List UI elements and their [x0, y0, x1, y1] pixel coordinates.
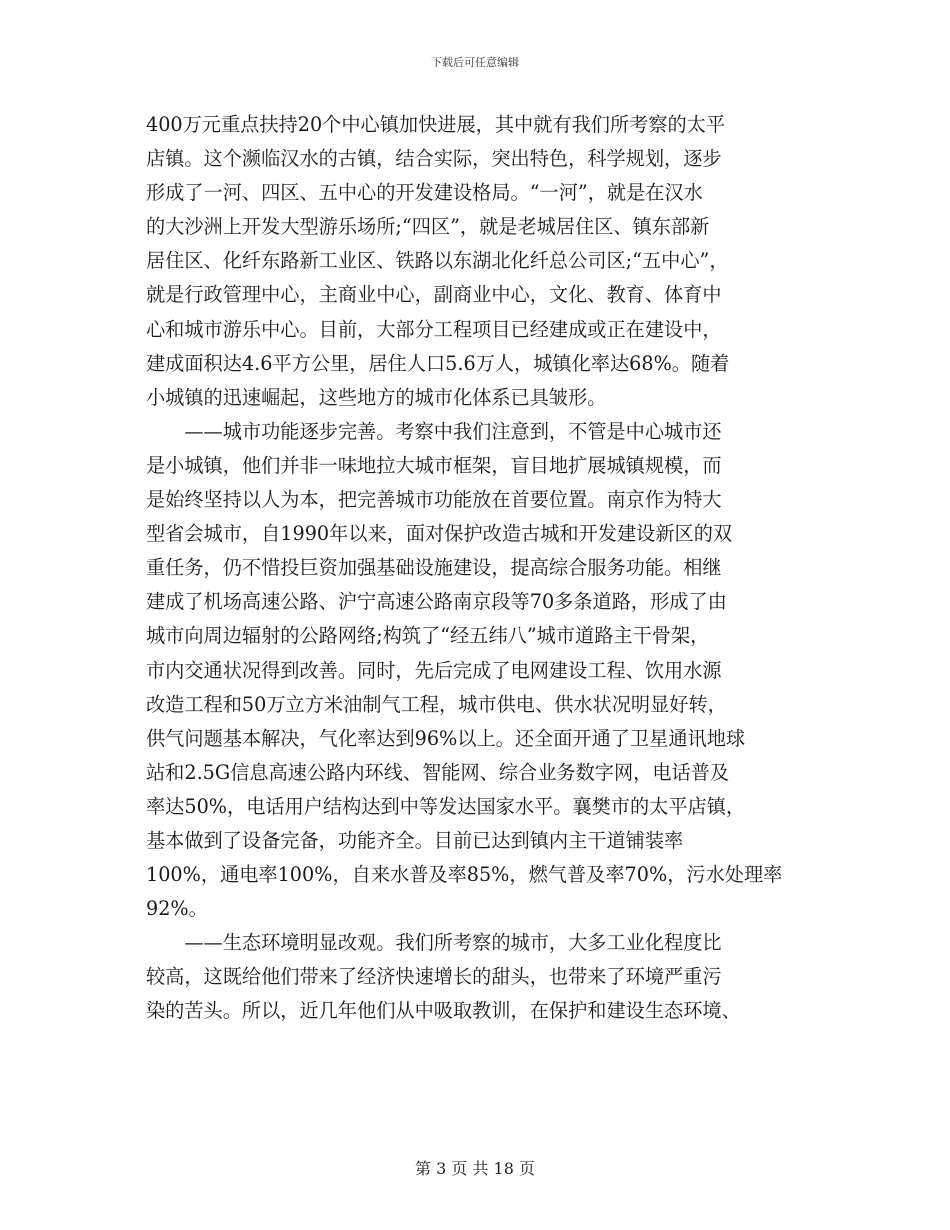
- text-line: 就是行政管理中心，主商业中心，副商业中心，文化、教育、体育中: [146, 283, 722, 307]
- text-line: 是小城镇，他们并非一味地拉大城市框架，盲目地扩展城镇规模，而: [146, 453, 722, 477]
- text-line: 心和城市游乐中心。目前，大部分工程项目已经建成或正在建设中，: [146, 317, 722, 341]
- text-line: 店镇。这个濒临汉水的古镇，结合实际，突出特色，科学规划，逐步: [146, 147, 722, 171]
- text-line: ——生态环境明显改观。我们所考察的城市，大多工业化程度比: [146, 931, 722, 955]
- text-line: 小城镇的迅速崛起，这些地方的城市化体系已具皱形。: [146, 385, 607, 409]
- text-line: 100%，通电率100%，自来水普及率85%，燃气普及率70%，污水处理率: [146, 863, 783, 887]
- text-line: 市内交通状况得到改善。同时，先后完成了电网建设工程、饮用水源: [146, 658, 722, 682]
- text-line: 较高，这既给他们带来了经济快速增长的甜头，也带来了环境严重污: [146, 965, 722, 989]
- text-line: 型省会城市，自1990年以来，面对保护改造古城和开发建设新区的双: [146, 522, 733, 546]
- page-number: 第 3 页 共 18 页: [415, 1159, 535, 1178]
- text-line: 400万元重点扶持20个中心镇加快进展，其中就有我们所考察的太平: [146, 113, 726, 136]
- text-line: ——城市功能逐步完善。考察中我们注意到，不管是中心城市还: [146, 419, 722, 443]
- text-line: 城市向周边辐射的公路网络;构筑了“经五纬八”城市道路主干骨架，: [146, 624, 710, 648]
- text-line: 改造工程和50万立方米油制气工程，城市供电、供水状况明显好转，: [146, 692, 727, 716]
- text-line: 供气问题基本解决，气化率达到96%以上。还全面开通了卫星通讯地球: [146, 726, 746, 750]
- text-line: 重任务，仍不惜投巨资加强基础设施建设，提高综合服务功能。相继: [146, 556, 722, 580]
- body-text: [146, 108, 826, 1029]
- text-line: 建成了机场高速公路、沪宁高速公路南京段等70多条道路，形成了由: [146, 590, 727, 614]
- text-line: 92%。: [146, 897, 208, 921]
- text-line: 形成了一河、四区、五中心的开发建设格局。“一河”，就是在汉水: [146, 181, 703, 205]
- page-header: 下载后可任意编辑: [431, 56, 519, 69]
- text-line: 是始终坚持以人为本，把完善城市功能放在首要位置。南京作为特大: [146, 488, 722, 512]
- text-line: 的大沙洲上开发大型游乐场所;“四区”，就是老城居住区、镇东部新: [146, 215, 710, 239]
- text-line: 基本做到了设备完备，功能齐全。目前已达到镇内主干道铺装率: [146, 828, 684, 852]
- text-line: 站和2.5G信息高速公路内环线、智能网、综合业务数字网，电话普及: [146, 760, 730, 784]
- text-line: 率达50%，电话用户结构达到中等发达国家水平。襄樊市的太平店镇，: [146, 794, 746, 818]
- text-line: 居住区、化纤东路新工业区、铁路以东湖北化纤总公司区;“五中心”，: [146, 249, 729, 273]
- text-line: 染的苦头。所以，近几年他们从中吸取教训，在保护和建设生态环境、: [146, 999, 741, 1023]
- text-line: 建成面积达4.6平方公里，居住人口5.6万人，城镇化率达68%。随着: [146, 351, 730, 375]
